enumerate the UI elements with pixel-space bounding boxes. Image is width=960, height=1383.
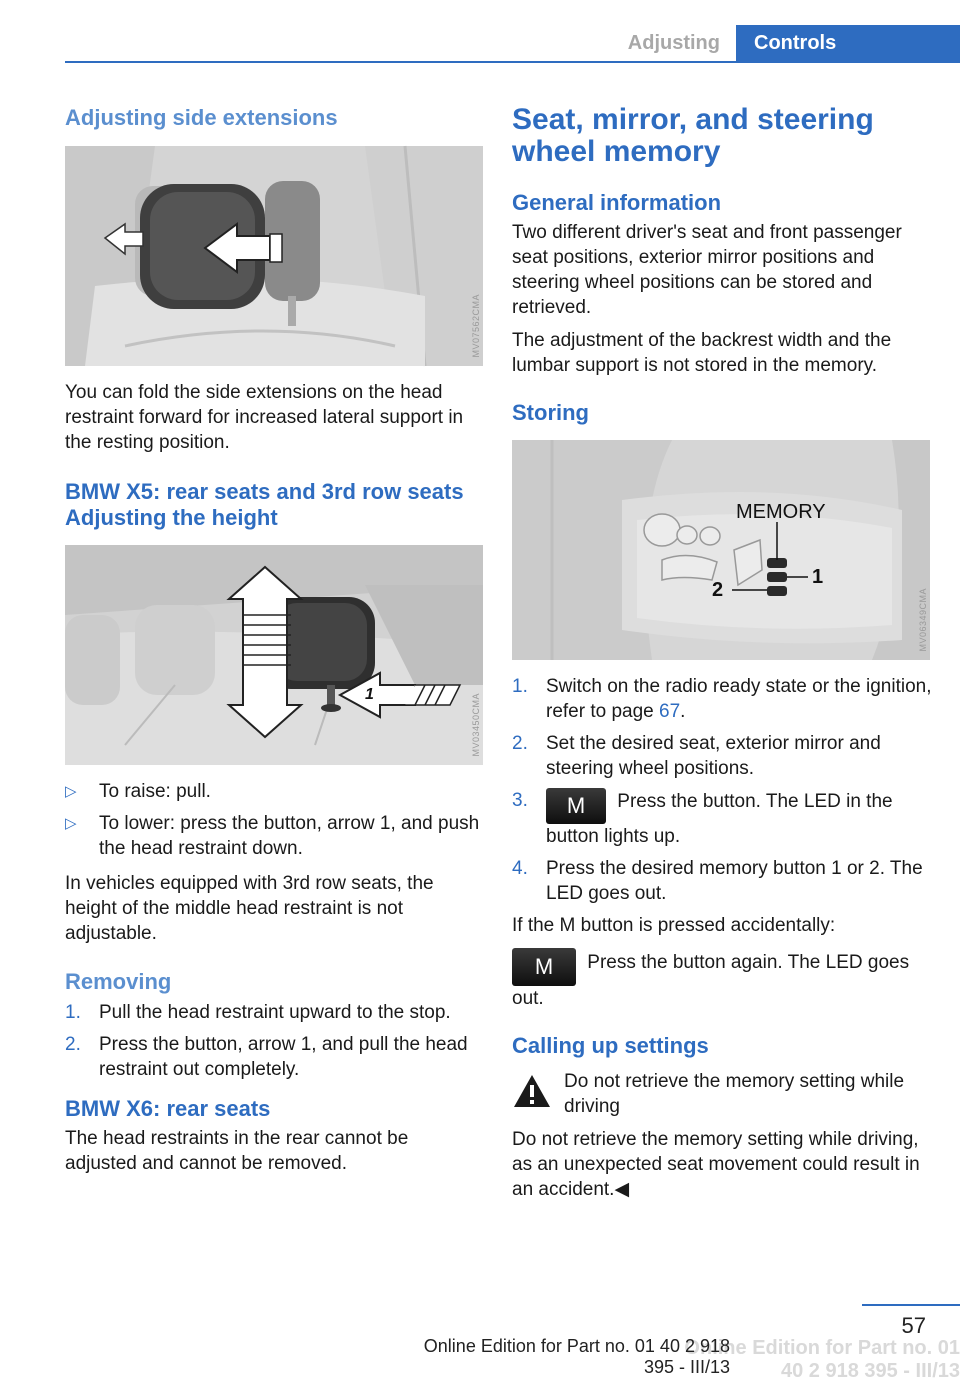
footer-edition: Online Edition for Part no. 01 40 2 918 395 - III/13	[423, 1336, 730, 1377]
side-extensions-text: You can fold the side extensions on the head restraint forward for increased lateral support in the resting position.	[65, 382, 464, 453]
list-item: 4. Press the desired memory button 1 or 2. The LED goes out.	[512, 858, 923, 904]
header-divider	[65, 61, 960, 63]
head-restraint-height-figure	[65, 545, 483, 765]
x5-heading-line1: BMW X5: rear seats and 3rd row seats	[65, 479, 464, 504]
x5-heading-line2: Adjusting the height	[65, 505, 278, 530]
header-section-label: Adjusting	[627, 32, 720, 54]
memory-label: MEMORY	[736, 501, 826, 523]
list-item: ▷ To lower: press the button, arrow 1, and push the head restraint down.	[65, 813, 480, 859]
warning-block	[512, 1069, 932, 1119]
height-steps-list	[65, 779, 485, 861]
head-restraint-illustration	[65, 146, 483, 366]
x5-heading	[65, 479, 485, 531]
right-column	[512, 100, 932, 1202]
calling-settings-heading: Calling up settings	[512, 1033, 709, 1058]
storing-steps-list	[512, 674, 932, 906]
list-item: 2. Set the desired seat, exterior mirror and steering wheel positions.	[512, 733, 881, 779]
list-item: 1. Switch on the radio ready state or the ignition, refer to page 67.	[512, 676, 932, 722]
triangle-bullet-icon: ▷	[65, 815, 77, 832]
memory-buttons-figure	[512, 440, 930, 660]
figure-code: MV03450CMA	[471, 693, 481, 757]
footer-watermark: Online Edition for Part no. 01 40 2 918 395 - III/13	[684, 1337, 960, 1382]
memory-m-button-icon: M	[546, 788, 606, 824]
head-restraint-side-extensions-figure	[65, 146, 483, 366]
third-row-text: In vehicles equipped with 3rd row seats, the height of the middle head restraint is not adjustable.	[65, 873, 434, 944]
removing-heading: Removing	[65, 969, 172, 994]
general-info-heading: General information	[512, 190, 722, 215]
left-column	[65, 100, 485, 1176]
header-chapter-tab: Controls	[736, 25, 960, 61]
general-info-text-2: The adjustment of the backrest width and the lumbar support is not stored in the memory.	[512, 330, 892, 376]
list-item: ▷ To raise: pull.	[65, 781, 211, 802]
rear-seat-illustration	[65, 545, 483, 765]
warning-text: Do not retrieve the memory setting while driving, as an unexpected seat movement could result in an accident.◀	[512, 1129, 920, 1200]
general-info-text-1: Two different driver's seat and front passenger seat positions, exterior mirror positions and steering wheel positions can be stored and retrieved.	[512, 222, 902, 318]
figure-label-1: 1	[812, 566, 824, 588]
warning-icon	[512, 1071, 552, 1118]
accidental-text: If the M button is pressed accidentally:	[512, 915, 836, 936]
figure-label-2: 2	[712, 579, 724, 601]
seat-control-illustration	[512, 440, 930, 660]
storing-heading: Storing	[512, 400, 589, 425]
warning-title: Do not retrieve the memory setting while driving	[564, 1071, 905, 1117]
figure-code: MV06349CMA	[918, 588, 928, 652]
page-number: 57	[901, 1313, 926, 1338]
list-item: 1. Pull the head restraint upward to the stop.	[65, 1002, 451, 1023]
list-item: 3. M Press the button. The LED in the button lights up.	[512, 790, 893, 847]
side-extensions-heading: Adjusting side extensions	[65, 105, 338, 130]
triangle-bullet-icon: ▷	[65, 783, 77, 800]
footer-divider	[862, 1304, 960, 1306]
removing-steps-list	[65, 1000, 485, 1082]
accidental-instruction: M Press the button again. The LED goes out.	[512, 948, 932, 1011]
page-link[interactable]: 67	[659, 701, 681, 722]
list-item: 2. Press the button, arrow 1, and pull the head restraint out completely.	[65, 1034, 468, 1080]
memory-m-button-icon: M	[512, 948, 576, 986]
memory-heading: Seat, mirror, and steering wheel memory	[512, 103, 874, 168]
figure-code: MV07562CMA	[471, 294, 481, 358]
x6-text: The head restraints in the rear cannot be adjusted and cannot be removed.	[65, 1128, 409, 1174]
figure-label-1: 1	[365, 686, 374, 703]
x6-heading: BMW X6: rear seats	[65, 1096, 271, 1121]
